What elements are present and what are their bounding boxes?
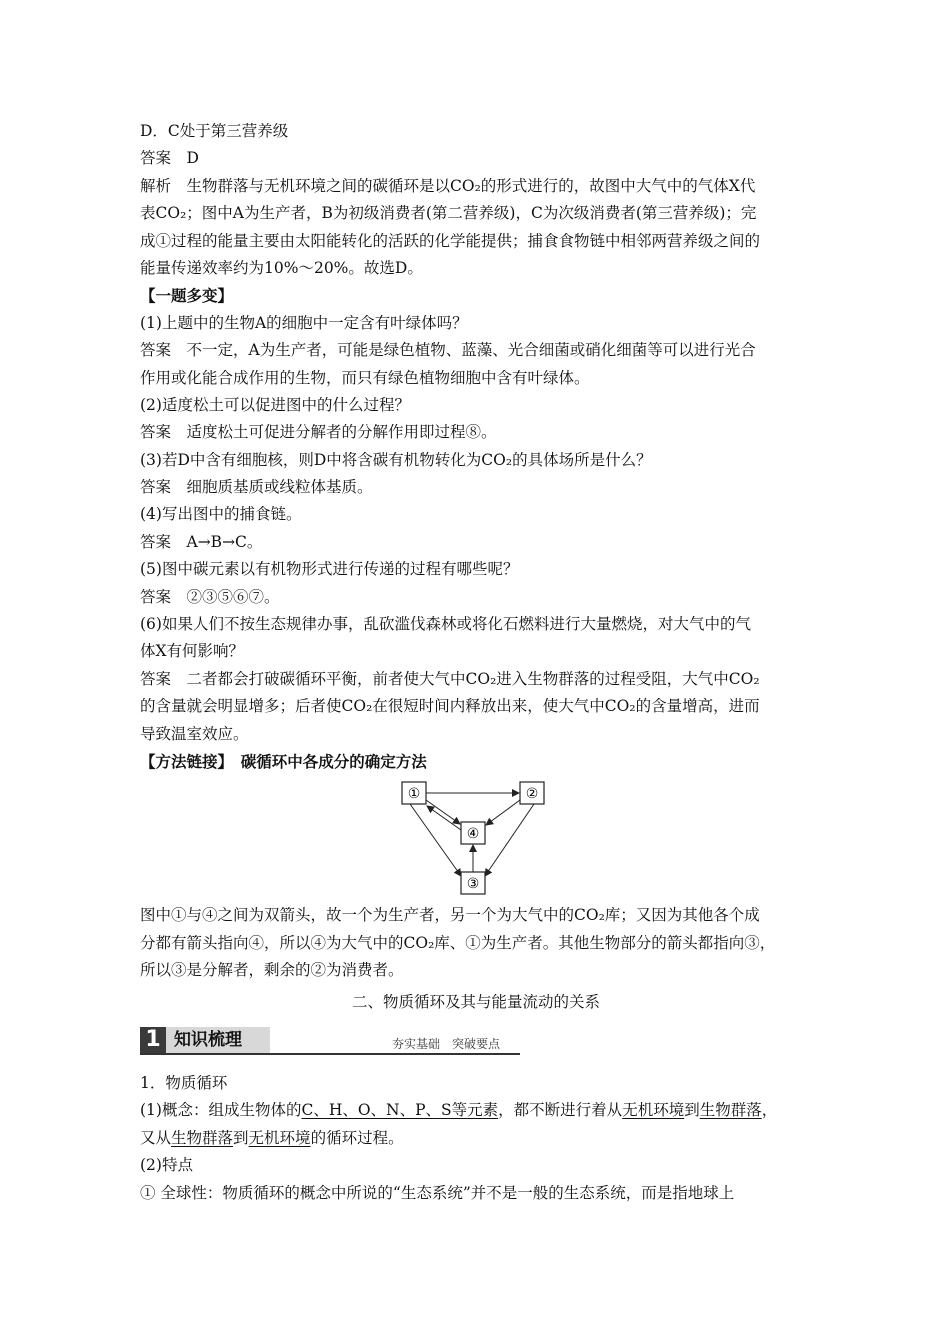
carbon-cycle-diagram <box>140 778 812 900</box>
variation-line: (5)图中碳元素以有机物形式进行传递的过程有哪些呢？ <box>140 560 519 579</box>
concept-prefix: (1)概念：组成生物体的 <box>140 1101 302 1120</box>
concept-elements: C、H、O、N、P、S等元素 <box>301 1101 499 1120</box>
label-3: ③ <box>466 876 480 893</box>
variation-line: (1)上题中的生物A的细胞中一定含有叶绿体吗？ <box>140 313 468 332</box>
method-explanation: 图中①与④之间为双箭头，故一个为生产者，另一个为大气中的CO₂库；又因为其他各个成 <box>140 906 760 925</box>
method-heading: 【方法链接】 碳循环中各成分的确定方法 <box>140 751 427 771</box>
line2-end: 的循环过程。 <box>310 1128 404 1147</box>
arrow-2-4 <box>486 800 520 825</box>
banner-title: 知识梳理 <box>166 1027 270 1053</box>
variation-line: (2)适度松土可以促进图中的什么过程？ <box>140 395 410 414</box>
variation-line: 作用或化能合成作用的生物，而只有绿色植物细胞中含有叶绿体。 <box>140 368 590 387</box>
variation-line: 答案 细胞质基质或线粒体基质。 <box>140 478 373 497</box>
line2-mid: 到 <box>233 1128 249 1147</box>
line2-community: 生物群落 <box>171 1128 234 1147</box>
method-explanation: 所以③是分解者，剩余的②为消费者。 <box>140 961 404 980</box>
concept-line <box>140 1097 812 1124</box>
variation-line: (6)如果人们不按生态规律办事，乱砍滥伐森林或将化石燃料进行大量燃烧，对大气中的气 <box>140 615 751 634</box>
variation-line: 答案 ②③⑤⑥⑦。 <box>140 587 280 606</box>
option-d: D．C处于第三营养级 <box>140 122 289 140</box>
banner-subtitle: 夯实基础 突破要点 <box>392 1035 500 1055</box>
carbon-cycle-svg <box>400 778 550 898</box>
answer-line: 答案 D <box>140 149 199 168</box>
variation-line: (4)写出图中的捕食链。 <box>140 505 302 524</box>
variation-line: (3)若D中含有细胞核，则D中将含碳有机物转化为CO₂的具体场所是什么？ <box>140 450 652 469</box>
variation-line: 体X有何影响？ <box>140 642 245 661</box>
variations-heading: 【一题多变】 <box>140 286 234 306</box>
item-1: 1．物质循环 <box>140 1073 228 1092</box>
line2-prefix: 又从 <box>140 1128 172 1147</box>
page-content <box>140 118 812 1207</box>
concept-end: ， <box>761 1101 778 1120</box>
analysis-line-2: 表CO₂；图中A为生产者，B为初级消费者(第二营养级)，C为次级消费者(第三营养级)；完 <box>140 204 757 223</box>
method-explanation: 分都有箭头指向④，所以④为大气中的CO₂库、①为生产者。其他生物部分的箭头都指向③， <box>140 933 776 952</box>
global-line: ① 全球性：物质循环的概念中所说的“生态系统”并不是一般的生态系统，而是指地球上 <box>140 1183 735 1202</box>
concept-line-2 <box>140 1125 812 1152</box>
label-4: ④ <box>466 826 480 843</box>
arrow-4-1 <box>427 806 461 830</box>
variation-line: 导致温室效应。 <box>140 724 249 743</box>
arrow-2-3 <box>485 804 534 876</box>
analysis-line-1: 解析 生物群落与无机环境之间的碳循环是以CO₂的形式进行的，故图中大气中的气体X代 <box>140 176 756 195</box>
knowledge-banner <box>140 1026 812 1056</box>
arrow-1-4 <box>426 800 460 824</box>
analysis-line-3: 成①过程的能量主要由太阳能转化的活跃的化学能提供；捕食食物链中相邻两营养级之间的 <box>140 231 761 250</box>
traits-heading: (2)特点 <box>140 1156 193 1175</box>
label-1: ① <box>407 786 421 803</box>
variation-line: 答案 不一定，A为生产者，可能是绿色植物、蓝藻、光合细菌或硝化细菌等可以进行光合 <box>140 341 756 360</box>
analysis-line-4: 能量传递效率约为10%～20%。故选D。 <box>140 258 423 277</box>
label-2: ② <box>525 786 539 803</box>
concept-mid2: 到 <box>684 1101 700 1120</box>
concept-community: 生物群落 <box>699 1101 762 1120</box>
variation-line: 答案 A→B→C。 <box>140 532 263 551</box>
section-title: 二、物质循环及其与能量流动的关系 <box>351 992 600 1011</box>
concept-abiotic: 无机环境 <box>622 1101 685 1120</box>
variation-line: 的含量就会明显增多；后者使CO₂在很短时间内释放出来，使大气中CO₂的含量增高，进而 <box>140 697 760 716</box>
variation-line: 答案 二者都会打破碳循环平衡，前者使大气中CO₂进入生物群落的过程受阻，大气中CO₂ <box>140 669 760 688</box>
line2-abiotic: 无机环境 <box>248 1128 311 1147</box>
variation-line: 答案 适度松土可促进分解者的分解作用即过程⑧。 <box>140 423 497 442</box>
banner-number: 1 <box>140 1027 166 1053</box>
arrow-1-3 <box>410 804 461 876</box>
concept-mid1: ，都不断进行着从 <box>498 1101 623 1120</box>
